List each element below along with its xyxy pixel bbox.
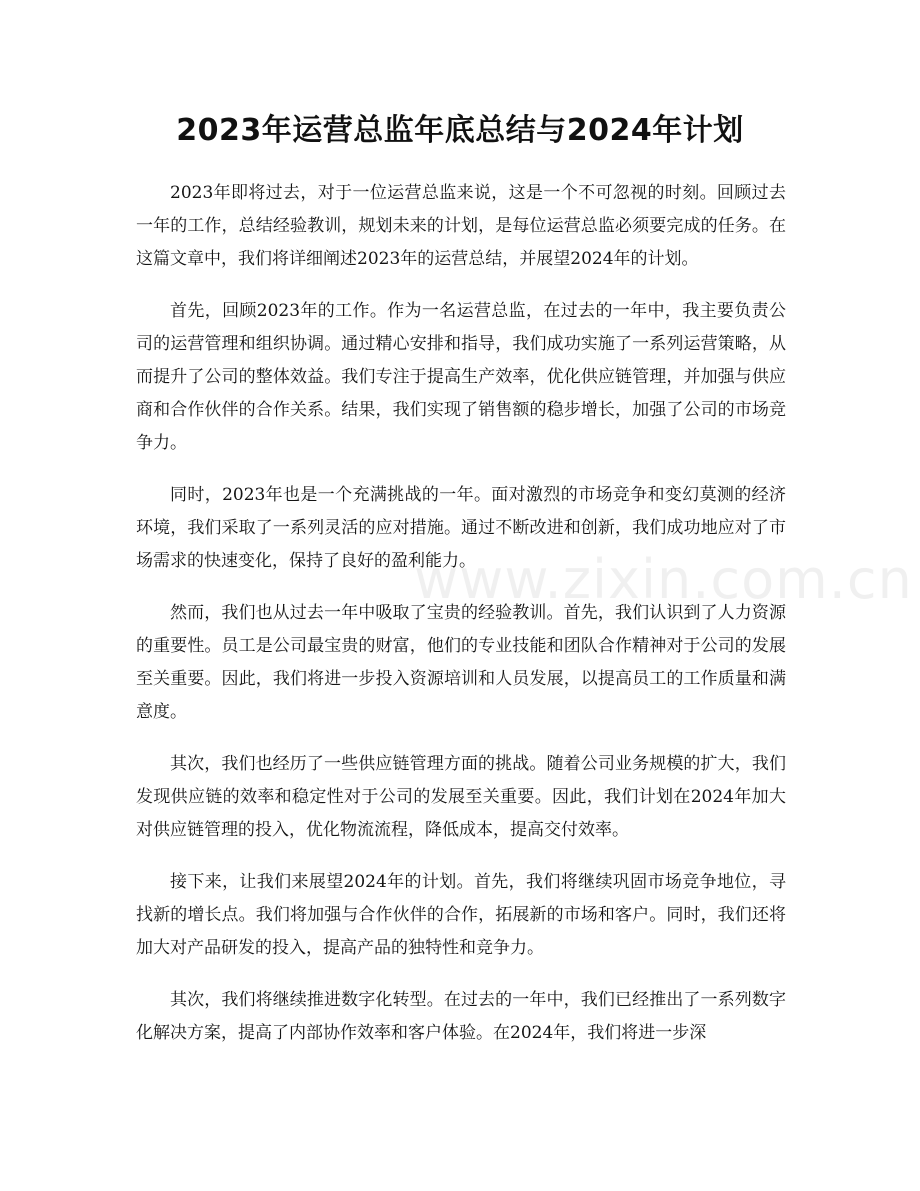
paragraph-4: 然而，我们也从过去一年中吸取了宝贵的经验教训。首先，我们认识到了人力资源的重要性。员工是公司最宝贵的财富，他们的专业技能和团队合作精神对于公司的发展至关重要。因此，我们将进一步投入资源培训和人员发展，以提高员工的工作质量和满意度。 <box>136 603 786 722</box>
paragraph-1: 2023年即将过去，对于一位运营总监来说，这是一个不可忽视的时刻。回顾过去一年的工作，总结经验教训，规划未来的计划，是每位运营总监必须要完成的任务。在这篇文章中，我们将详细阐述2023年的运营总结，并展望2024年的计划。 <box>136 183 786 269</box>
paragraph-2: 首先，回顾2023年的工作。作为一名运营总监，在过去的一年中，我主要负责公司的运营管理和组织协调。通过精心安排和指导，我们成功实施了一系列运营策略，从而提升了公司的整体效益。我们专注于提高生产效率，优化供应链管理，并加强与供应商和合作伙伴的合作关系。结果，我们实现了销售额的稳步增长，加强了公司的市场竞争力。 <box>136 301 786 453</box>
document-title: 2023年运营总监年底总结与2024年计划 <box>176 113 744 148</box>
paragraph-7: 其次，我们将继续推进数字化转型。在过去的一年中，我们已经推出了一系列数字化解决方案，提高了内部协作效率和客户体验。在2024年，我们将进一步深 <box>136 990 786 1043</box>
paragraph-3: 同时，2023年也是一个充满挑战的一年。面对激烈的市场竞争和变幻莫测的经济环境，我们采取了一系列灵活的应对措施。通过不断改进和创新，我们成功地应对了市场需求的快速变化，保持了良好的盈利能力。 <box>136 485 786 571</box>
document-body <box>136 177 786 1069</box>
watermark-text: www.zixin.com.cn <box>414 548 913 611</box>
paragraph-5: 其次，我们也经历了一些供应链管理方面的挑战。随着公司业务规模的扩大，我们发现供应链的效率和稳定性对于公司的发展至关重要。因此，我们计划在2024年加大对供应链管理的投入，优化物流流程，降低成本，提高交付效率。 <box>136 754 786 840</box>
paragraph-6: 接下来，让我们来展望2024年的计划。首先，我们将继续巩固市场竞争地位，寻找新的增长点。我们将加强与合作伙伴的合作，拓展新的市场和客户。同时，我们还将加大对产品研发的投入，提高产品的独特性和竞争力。 <box>136 872 786 958</box>
